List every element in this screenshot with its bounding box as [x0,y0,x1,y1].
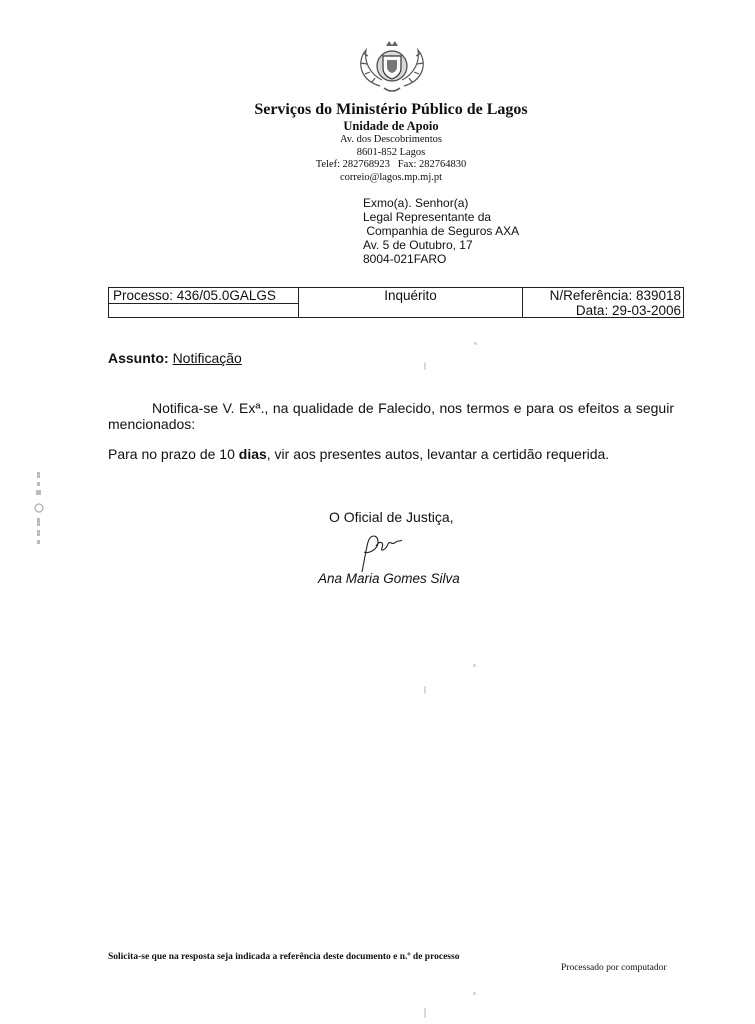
handwritten-signature [352,528,412,574]
recipient-line: 8004-021FARO [363,252,447,266]
signatory-name: Ana Maria Gomes Silva [318,571,460,586]
body-paragraph [108,400,674,432]
letterhead [0,101,755,184]
recipient-block [363,196,519,266]
recipient-line: Companhia de Seguros AXA [363,224,520,238]
organization-name: Serviços do Ministério Público de Lagos [254,101,528,118]
scan-speck [474,342,477,345]
reference-number: N/Referência: 839018 [549,288,681,303]
notification-text: Notifica-se V. Exª., na qualidade de Falecido, nos termos e para os efeitos a seguir mencionados: [108,400,674,432]
process-number: Processo: 436/05.0GALGS [109,288,299,317]
scan-speck [424,362,426,370]
unit-name: Unidade de Apoio [343,118,439,133]
recipient-line: Exmo(a). Senhor(a) [363,196,469,210]
recipient-line: Av. 5 de Outubro, 17 [363,238,473,252]
phone-fax: Telef: 282768923 Fax: 282764830 [315,159,467,171]
subject-label: Assunto: [108,350,169,366]
instruction-text: , vir aos presentes autos, levantar a certidão requerida. [266,446,610,462]
table-divider [109,303,299,304]
process-info-table [108,287,684,318]
scan-speck [424,686,426,694]
coat-of-arms-icon [350,36,434,98]
signatory-title: O Oficial de Justiça, [329,509,454,525]
margin-stamp-icon [31,468,47,548]
subject-value: Notificação [172,350,242,366]
subject-line [108,350,242,366]
recipient-line: Legal Representante da [363,210,492,224]
scan-speck [424,1008,426,1018]
body-paragraph [108,446,708,462]
scan-speck [473,992,476,995]
address-street: Av. dos Descobrimentos [339,134,443,146]
process-type: Inquérito [299,288,523,317]
instruction-emphasis: dias [238,446,267,462]
instruction-text: Para no prazo de 10 [108,446,239,462]
reference-cell [522,288,683,317]
footer-processed-note: Processado por computador [561,963,667,973]
footer-instruction: Solicita-se que na resposta seja indicada a referência deste documento e n.º de processo [108,952,460,962]
email: correio@lagos.mp.mj.pt [339,171,443,183]
address-postal: 8601-852 Lagos [356,146,426,158]
scan-speck [473,664,476,667]
document-date: Data: 29-03-2006 [575,303,681,318]
